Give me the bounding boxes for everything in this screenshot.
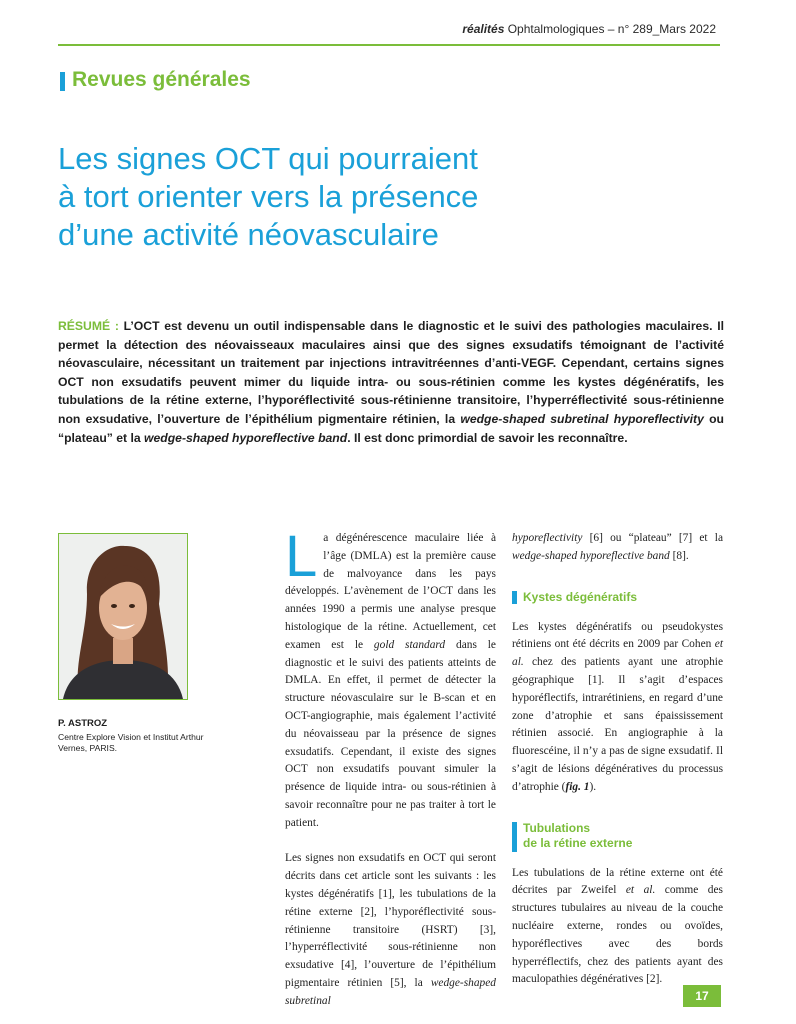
abstract	[58, 317, 724, 447]
heading-line: de la rétine externe	[523, 835, 633, 850]
paragraph	[512, 530, 723, 566]
paragraph-text: dans le diagnostic et le suivi des patients atteints de DMLA. En effet, il permet de détecter la structure néovasculaire sur le B-scan et en OCT-angiographie, mais également l’activité du néovaisseau par la présence de signes exsudatifs. Cependant, il existe des signes OCT non exsudatifs pouvant simuler la présence de liquide intra- ou sous-rétinien à savoir reconnaître pour ne pas traiter à tort le patient.	[285, 638, 496, 829]
title-line: d’une activité néovasculaire	[58, 217, 439, 252]
header-rule	[58, 44, 720, 46]
paragraph-text: comme des structures tubulaires au niveau de la couche nucléaire externe, rondes ou ovoïdes, hyporéflectives avec des bords hyperréflectifs, chez des patients ayant des maculopathies dégénératives [2].	[512, 884, 723, 986]
abstract-text: . Il est donc primordial de savoir les reconnaître.	[347, 430, 628, 445]
body-column-1	[285, 524, 496, 1011]
paragraph-italic: hyporeflectivity	[512, 532, 583, 544]
paragraph-text: Les signes non exsudatifs en OCT qui seront décrits dans cet article sont les suivants : les kystes dégénératifs [1], les tubulations de la rétine externe [2], l’hyporéflectivité sous-rétinienne transitoire (HSRT) [3], l’hyperréflectivité sous-rétinienne non exsudative [4], l’ouverture de l’épithélium pigmentaire rétinien [5], la	[285, 852, 496, 989]
author-portrait	[59, 534, 187, 699]
title-line: Les signes OCT qui pourraient	[58, 141, 478, 176]
paragraph-text: ).	[589, 780, 597, 793]
page-number: 17	[683, 985, 721, 1007]
paragraph	[512, 619, 723, 797]
drop-cap: L	[285, 524, 318, 589]
paragraph-text: Les tubulations de la rétine externe ont été décrites par Zweifel	[512, 866, 723, 897]
abstract-italic: wedge-shaped hyporeflective band	[144, 430, 348, 445]
paragraph-italic: gold standard	[373, 638, 446, 651]
paragraph-italic: wedge-shaped hyporeflective band	[512, 549, 670, 562]
paragraph-text: chez des patients ayant une atrophie géographique [1]. Il s’agit d’espaces hyporéflectifs, intrarétiniens, en regard d’une zone d’atrophie et sans épaississement rétinien associé. En angiographie à la fluorescéine, il n’y a pas de signe exsudatif. Il s’agit de lésions dégénératives du processus d’atrophie (	[512, 656, 723, 793]
paragraph-text: Les kystes dégénératifs ou pseudokystes rétiniens ont été décrits en 2009 par Cohen	[512, 620, 723, 651]
section-marker	[60, 72, 65, 91]
title-line: à tort orienter vers la présence	[58, 179, 479, 214]
heading-tubulations	[512, 821, 723, 851]
abstract-italic: wedge-shaped subretinal hyporeflectivity	[460, 411, 704, 426]
heading-line: Tubulations	[523, 820, 591, 835]
paragraph-text: [6] ou “plateau” [7] et la	[582, 532, 723, 544]
author-photo	[58, 533, 188, 700]
journal-brand: réalités	[462, 22, 505, 36]
abstract-text: L’OCT est devenu un outil indispensable dans le diagnostic et le suivi des pathologies maculaires. Il permet la détection des néovaisseaux maculaires ainsi que des signes exsudatifs témoignant de l’activité néovasculaire, nécessitant un traitement par injections intravitréennes d’anti-VEGF. Cependant, certains signes OCT non exsudatifs peuvent mimer du liquide intra- ou sous-rétinien comme les kystes dégénératifs, les tubulations de la rétine externe, l’hyporéflectivité sous-rétinienne transitoire, l’hyperréflectivité sous-rétinienne non exsudative, l’ouverture de l’épithélium pigmentaire rétinien, la	[58, 319, 724, 426]
paragraph-text: a dégénérescence maculaire liée à l’âge (DMLA) est la première cause de malvoyance dans les pays développés. L’avènement de l’OCT dans les années 1990 a permis une analyse presque histologique de la rétine. Actuellement, cet examen est le	[285, 532, 496, 651]
abstract-label: RÉSUMÉ :	[58, 319, 124, 333]
paragraph-italic: wedge-shaped subretinal	[285, 976, 496, 1007]
abstract-text: ou “plateau” et la	[58, 411, 725, 445]
heading-kystes: Kystes dégénératifs	[512, 590, 723, 605]
paragraph-italic: et al.	[512, 638, 723, 669]
section-title: Revues générales	[72, 68, 251, 91]
body-column-2	[512, 530, 723, 989]
article-title	[58, 140, 678, 254]
paragraph-italic: et al.	[625, 884, 656, 897]
paragraph-text: [8].	[669, 549, 689, 562]
figure-reference: fig. 1	[565, 780, 590, 793]
journal-issue: Ophtalmologiques – n° 289_Mars 2022	[504, 22, 716, 36]
author-affiliation: Centre Explore Vision et Institut Arthur Vernes, PARIS.	[58, 732, 204, 753]
paragraph	[512, 865, 723, 990]
paragraph	[285, 850, 496, 1010]
author-name: P. ASTROZ	[58, 718, 108, 729]
paragraph	[285, 524, 496, 833]
journal-header	[462, 22, 716, 36]
